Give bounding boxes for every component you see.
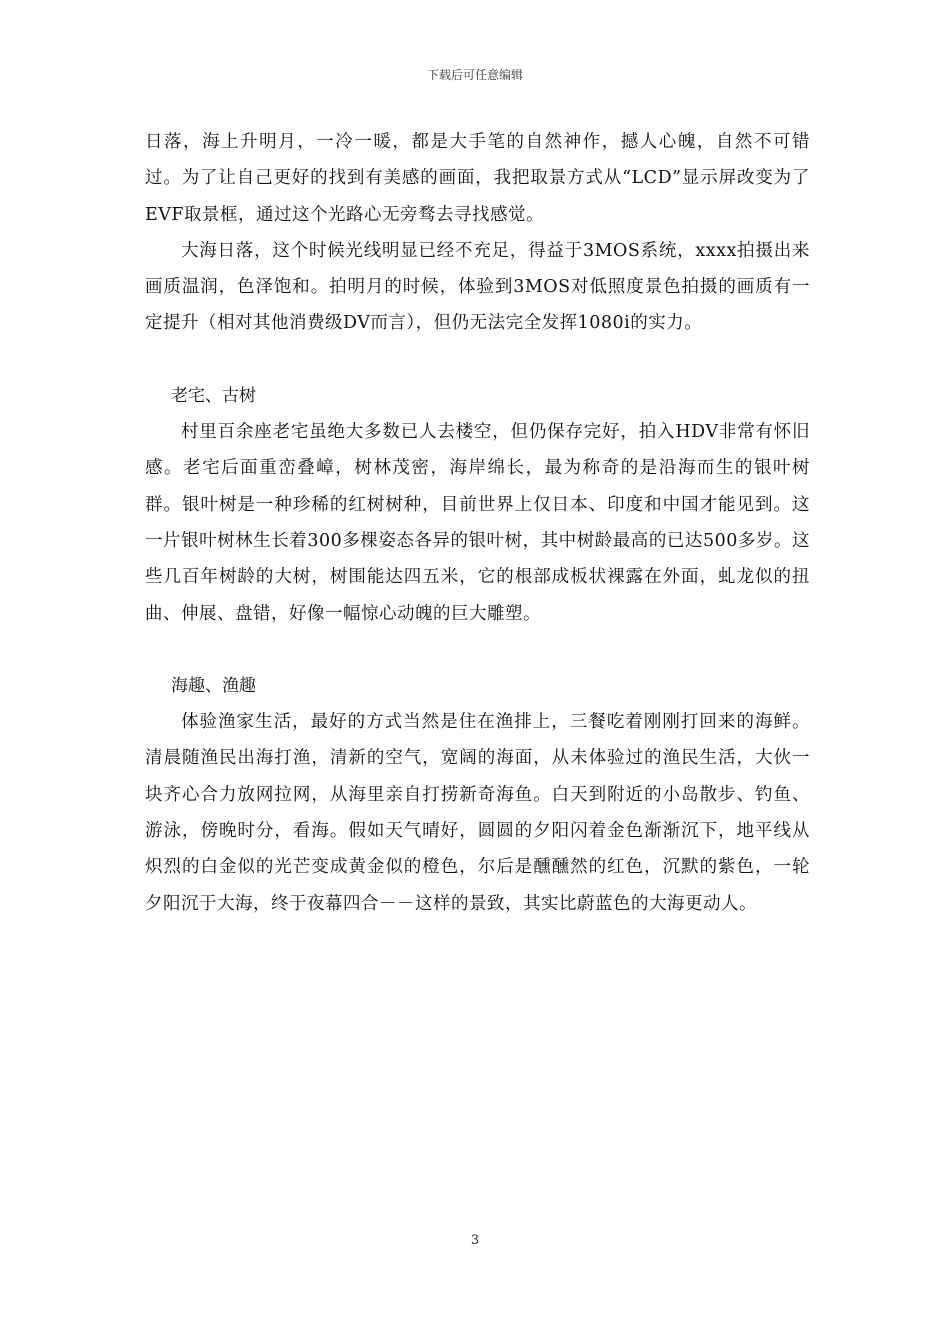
- old-house-paragraph: 村里百余座老宅虽绝大多数已人去楼空，但仍保存完好，拍入HDV非常有怀旧感。老宅后面重峦叠嶂，树林茂密，海岸绵长，最为称奇的是沿海而生的银叶树群。银叶树是一种珍稀的红树树种，目前世界上仅日本、印度和中国才能见到。这一片银叶树林生长着300多棵姿态各异的银叶树，其中树龄最高的已达500多岁。这些几百年树龄的大树，树围能达四五米，它的根部成板状裸露在外面，虬龙似的扭曲、伸展、盘错，好像一幅惊心动魄的巨大雕塑。: [145, 422, 810, 624]
- sea-fun-paragraph: 体验渔家生活，最好的方式当然是住在渔排上，三餐吃着刚刚打回来的海鲜。清晨随渔民出海打渔，清新的空气，宽阔的海面，从未体验过的渔民生活，大伙一块齐心合力放网拉网，从海里亲自打捞新奇海鱼。白天到附近的小岛散步、钓鱼、游泳，傍晚时分，看海。假如天气晴好，圆圆的夕阳闪着金色渐渐沉下，地平线从炽烈的白金似的光芒变成黄金似的橙色，尔后是醺醺然的红色，沉默的紫色，一轮夕阳沉于大海，终于夜幕四合－－这样的景致，其实比蔚蓝色的大海更动人。: [145, 712, 810, 914]
- intro-paragraph-1: 日落，海上升明月，一冷一暖，都是大手笔的自然神作，撼人心魄，自然不可错过。为了让自己更好的找到有美感的画面，我把取景方式从“LCD”显示屏改变为了EVF取景框，通过这个光路心无旁骛去寻找感觉。: [145, 132, 810, 225]
- intro-paragraph-2: 大海日落，这个时候光线明显已经不充足，得益于3MOS系统，xxxx拍摄出来画质温润，色泽饱和。拍明月的时候，体验到3MOS对低照度景色拍摄的画质有一定提升（相对其他消费级DV而言），但仍无法完全发挥1080i的实力。: [145, 240, 810, 334]
- document-body: [145, 124, 810, 922]
- page-number: 3: [470, 1233, 480, 1248]
- page-header: 下载后可任意编辑: [426, 68, 523, 82]
- section-heading-sea-fun: 海趣、渔趣: [171, 675, 256, 696]
- section-heading-old-house: 老宅、古树: [171, 385, 256, 406]
- section-gap: [145, 342, 810, 378]
- section-gap: [145, 632, 810, 668]
